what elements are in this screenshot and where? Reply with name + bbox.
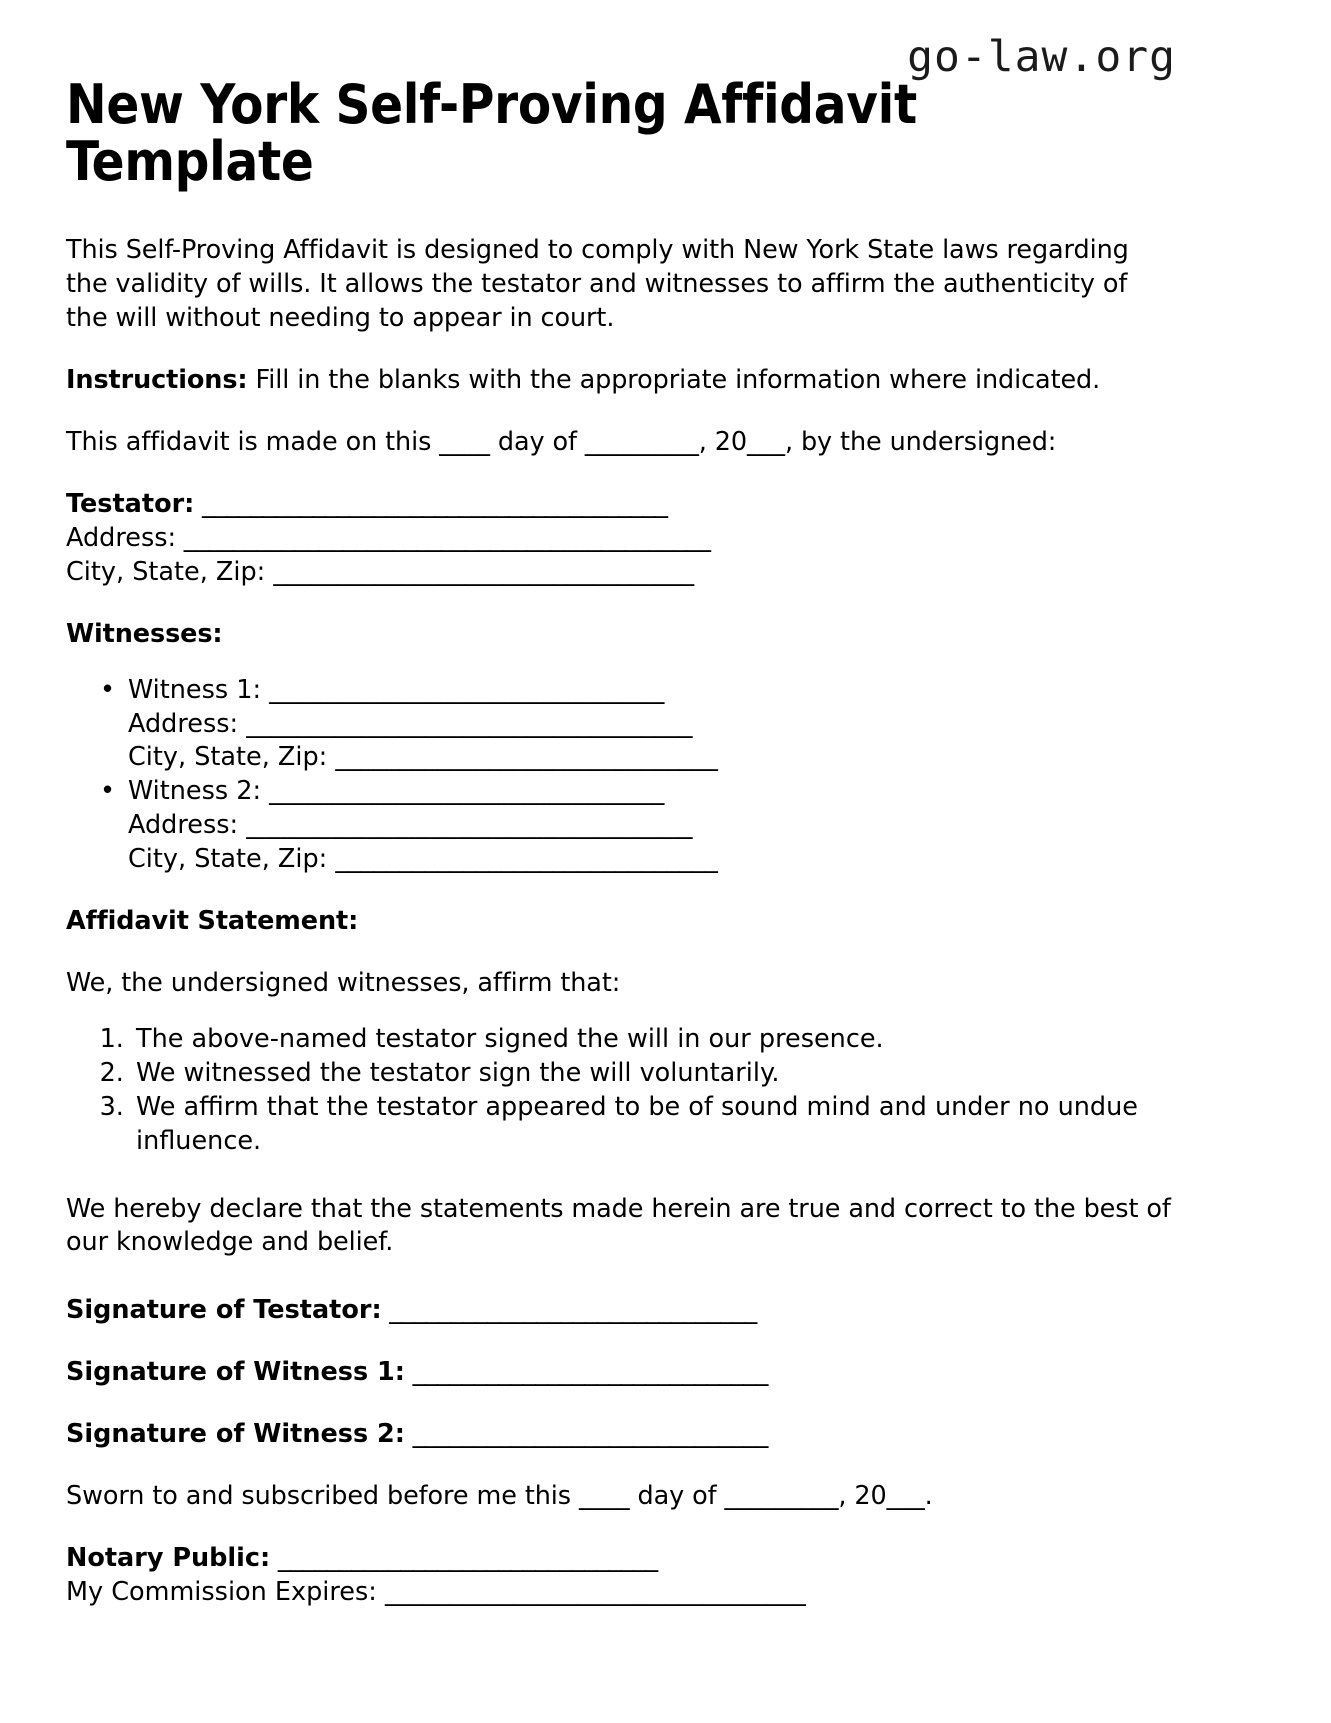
- testator-address-label: Address:: [66, 522, 177, 553]
- testator-address-line: [66, 522, 1176, 556]
- signature-witness-2-label: Signature of Witness 2:: [66, 1419, 405, 1450]
- signature-witness-2-line: [66, 1418, 1176, 1452]
- list-item: 3. We affirm that the testator appeared to be of sound mind and under no undue influence.: [132, 1091, 1176, 1159]
- instructions-text: Fill in the blanks with the appropriate information where indicated.: [247, 365, 1101, 396]
- affidavit-date-line: This affidavit is made on this ____ day of _________, 20___, by the undersigned:: [66, 427, 1057, 458]
- intro-paragraph: This Self-Proving Affidavit is designed to comply with New York State laws regarding the validity of wills. It allows the testator and witnesses to affirm the authenticity of the will without needing to appear in court.: [66, 235, 1129, 334]
- testator-name-line: [66, 488, 1176, 522]
- testator-block: [66, 488, 1176, 590]
- instructions-paragraph: [66, 364, 1176, 398]
- document-content: [66, 73, 1176, 1610]
- affidavit-statement-heading: Affidavit Statement:: [66, 906, 359, 937]
- notary-public-blank[interactable]: _______________________________: [270, 1542, 658, 1573]
- notary-public-line: [66, 1542, 1176, 1576]
- testator-address-blank[interactable]: ___________________________________________: [176, 522, 711, 553]
- testator-name-blank[interactable]: ______________________________________: [194, 489, 668, 519]
- list-item: 1. The above-named testator signed the will in our presence.: [132, 1023, 1176, 1057]
- witness-1-city-line[interactable]: City, State, Zip: ______________________________: [128, 742, 718, 773]
- list-item: [128, 775, 1176, 877]
- witnesses-heading: Witnesses:: [66, 618, 223, 649]
- notary-block: [66, 1542, 1176, 1610]
- list-item: [128, 674, 1176, 776]
- witness-2-name-line[interactable]: • Witness 2: _______________________________: [128, 776, 665, 807]
- signature-testator-label: Signature of Testator:: [66, 1295, 382, 1326]
- instructions-label: Instructions:: [66, 365, 248, 396]
- sworn-statement-line: Sworn to and subscribed before me this ____ day of _________, 20___.: [66, 1481, 933, 1512]
- list-item: 2. We witnessed the testator sign the will voluntarily.: [132, 1057, 1176, 1091]
- signature-witness-1-line: [66, 1356, 1176, 1390]
- signature-testator-line: [66, 1294, 1176, 1328]
- signature-witness-2-blank[interactable]: _____________________________: [404, 1419, 768, 1450]
- affirmations-list: [66, 1023, 1176, 1159]
- witness-1-address-line[interactable]: Address: ___________________________________: [128, 708, 693, 739]
- signature-testator-blank[interactable]: ______________________________: [381, 1295, 757, 1326]
- signature-witness-1-label: Signature of Witness 1:: [66, 1357, 405, 1388]
- notary-public-label: Notary Public:: [66, 1542, 271, 1573]
- witness-1-name-line[interactable]: • Witness 1: _______________________________: [128, 674, 665, 705]
- signature-witness-1-blank[interactable]: _____________________________: [404, 1357, 768, 1388]
- affidavit-intro-paragraph: We, the undersigned witnesses, affirm that:: [66, 967, 621, 998]
- watermark-go-law-org: go-law.org: [907, 32, 1176, 82]
- witness-2-address-line[interactable]: Address: ___________________________________: [128, 810, 693, 841]
- page-title: New York Self-Proving Affidavit Template: [66, 73, 917, 194]
- commission-expires-line[interactable]: My Commission Expires: _________________________________: [66, 1576, 806, 1607]
- testator-name-label: Testator:: [66, 489, 195, 519]
- witness-list: [66, 674, 1176, 877]
- declaration-paragraph: We hereby declare that the statements made herein are true and correct to the best of our knowledge and belief.: [66, 1193, 1171, 1258]
- testator-city-state-zip-line[interactable]: City, State, Zip: _________________________________: [66, 556, 695, 587]
- witness-2-city-line[interactable]: City, State, Zip: ______________________________: [128, 844, 718, 875]
